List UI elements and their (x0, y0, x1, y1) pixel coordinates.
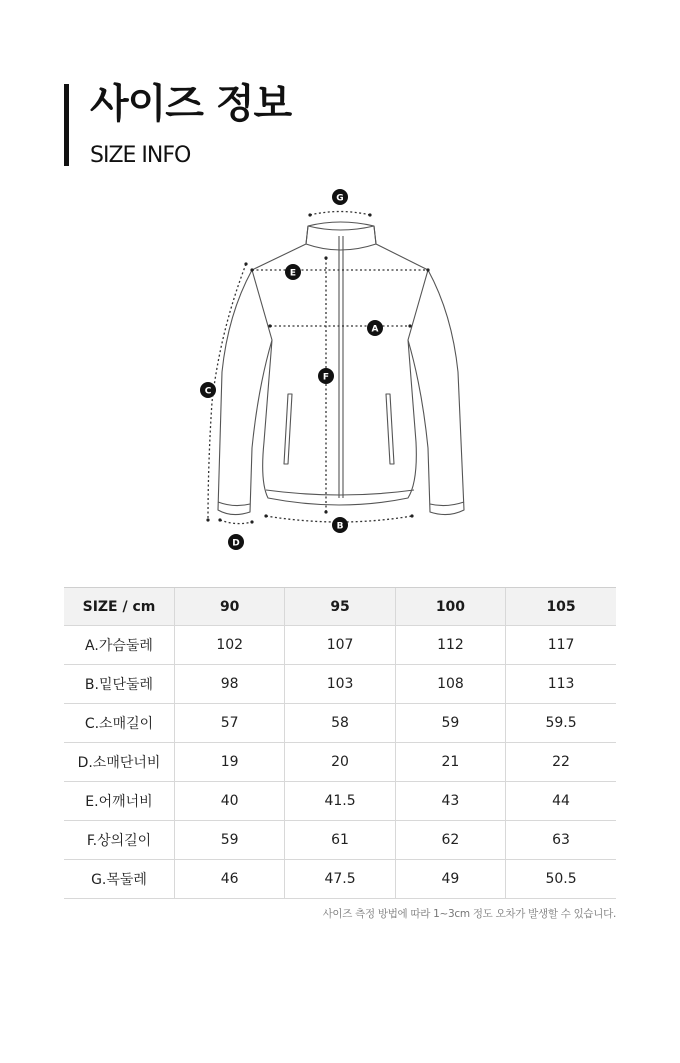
svg-text:D: D (232, 538, 240, 549)
table-header-cell: 90 (175, 588, 285, 626)
table-cell: 61 (285, 821, 395, 860)
svg-text:A: A (371, 324, 379, 335)
table-header-cell: 95 (285, 588, 395, 626)
left-pocket (284, 394, 292, 464)
table-cell: 103 (285, 665, 395, 704)
table-cell: 102 (175, 626, 285, 665)
title-accent-bar (64, 84, 69, 166)
row-label: B.밑단둘레 (64, 665, 175, 704)
svg-text:G: G (336, 193, 344, 204)
svg-text:B: B (336, 521, 344, 532)
page-subtitle: SIZE INFO (90, 143, 191, 168)
table-header-row (64, 588, 616, 626)
table-row (64, 782, 616, 821)
table-cell: 107 (285, 626, 395, 665)
right-pocket (386, 394, 394, 464)
svg-text:C: C (204, 386, 212, 397)
measurement-note: 사이즈 측정 방법에 따라 1~3cm 정도 오차가 발생할 수 있습니다. (322, 908, 616, 920)
page-title: 사이즈 정보 (90, 81, 292, 127)
cuff-measure-line (220, 520, 252, 524)
table-cell: 43 (395, 782, 505, 821)
left-cuff (218, 502, 250, 506)
table-cell: 59.5 (506, 704, 616, 743)
svg-text:F: F (322, 372, 330, 383)
table-cell: 62 (395, 821, 505, 860)
row-label: F.상의길이 (64, 821, 175, 860)
table-cell: 22 (506, 743, 616, 782)
table-cell: 40 (175, 782, 285, 821)
row-label: G.목둘레 (64, 860, 175, 899)
marker-d (228, 534, 244, 550)
jacket-diagram (190, 182, 490, 560)
row-label: A.가슴둘레 (64, 626, 175, 665)
table-cell: 49 (395, 860, 505, 899)
table-header-cell: 100 (395, 588, 505, 626)
table-cell: 59 (395, 704, 505, 743)
table-cell: 112 (395, 626, 505, 665)
marker-e (285, 264, 301, 280)
table-row (64, 860, 616, 899)
table-cell: 44 (506, 782, 616, 821)
table-row (64, 626, 616, 665)
table-row (64, 743, 616, 782)
size-table (64, 587, 616, 899)
marker-c (200, 382, 216, 398)
table-cell: 63 (506, 821, 616, 860)
table-cell: 58 (285, 704, 395, 743)
neck-measure-line (310, 212, 370, 216)
table-row (64, 821, 616, 860)
marker-g (332, 189, 348, 205)
table-header-cell: SIZE / cm (64, 588, 175, 626)
table-cell: 108 (395, 665, 505, 704)
table-cell: 113 (506, 665, 616, 704)
right-cuff (430, 502, 464, 506)
svg-text:E: E (289, 268, 297, 279)
table-row (64, 704, 616, 743)
jacket-outline (218, 222, 464, 515)
marker-f (318, 368, 334, 384)
table-cell: 50.5 (506, 860, 616, 899)
table-cell: 98 (175, 665, 285, 704)
table-cell: 46 (175, 860, 285, 899)
table-header-cell: 105 (506, 588, 616, 626)
table-cell: 41.5 (285, 782, 395, 821)
table-cell: 59 (175, 821, 285, 860)
table-cell: 117 (506, 626, 616, 665)
hem-band (266, 490, 414, 495)
table-cell: 57 (175, 704, 285, 743)
table-cell: 47.5 (285, 860, 395, 899)
marker-b (332, 517, 348, 533)
table-row (64, 665, 616, 704)
marker-a (367, 320, 383, 336)
table-cell: 21 (395, 743, 505, 782)
row-label: C.소매길이 (64, 704, 175, 743)
table-cell: 20 (285, 743, 395, 782)
row-label: D.소매단너비 (64, 743, 175, 782)
table-cell: 19 (175, 743, 285, 782)
row-label: E.어깨너비 (64, 782, 175, 821)
